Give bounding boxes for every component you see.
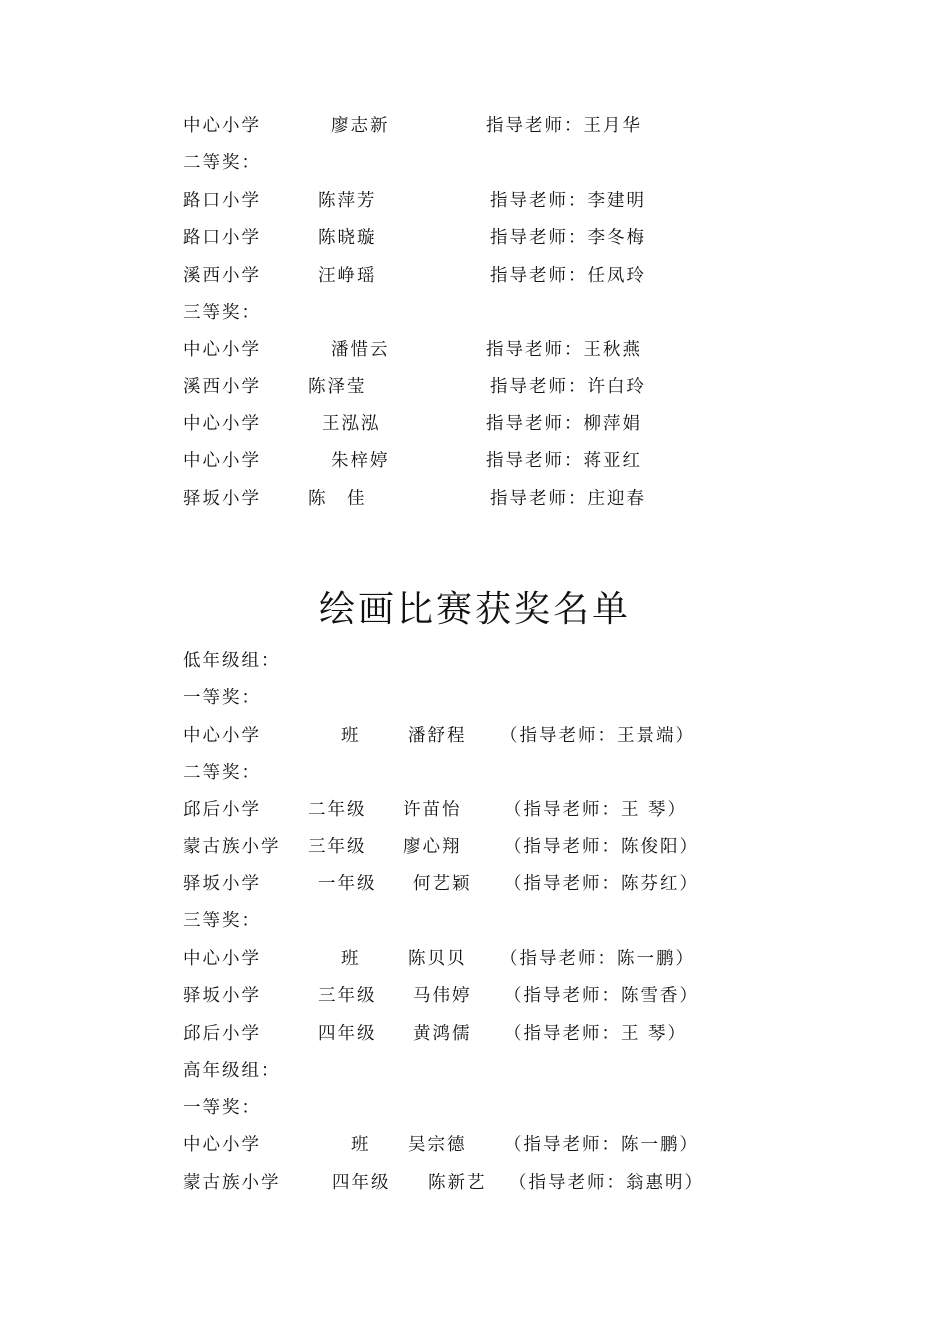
school-name: 中心小学: [183, 1135, 261, 1155]
teacher-name: 指导老师：李冬梅: [490, 228, 646, 248]
student-name: 陈贝贝: [408, 949, 467, 969]
student-name: 何艺颖: [413, 874, 472, 894]
school-name: 中心小学: [183, 340, 261, 360]
teacher-name: （指导老师：王景端）: [500, 726, 695, 746]
student-name: 吴宗德: [408, 1135, 467, 1155]
school-name: 邱后小学: [183, 1024, 261, 1044]
grade-class: 三年级: [308, 837, 367, 857]
student-name: 陈泽莹: [308, 377, 367, 397]
award-row: [0, 186, 950, 216]
school-name: 邱后小学: [183, 800, 261, 820]
school-name: 路口小学: [183, 191, 261, 211]
grade-class: 四年级: [332, 1173, 391, 1193]
award-row: [0, 261, 950, 291]
award-level-header: [0, 683, 950, 713]
award-row: [0, 981, 950, 1011]
teacher-name: （指导老师：陈一鹏）: [500, 949, 695, 969]
award-level-header: [0, 298, 950, 328]
school-name: 中心小学: [183, 451, 261, 471]
teacher-name: 指导老师：李建明: [490, 191, 646, 211]
award-row: [0, 1130, 950, 1160]
student-name: 陈新艺: [428, 1173, 487, 1193]
student-name: 陈萍芳: [318, 191, 377, 211]
student-name: 汪峥瑶: [318, 266, 377, 286]
student-name: 许苗怡: [403, 800, 462, 820]
school-name: 中心小学: [183, 116, 261, 136]
award-row: [0, 1019, 950, 1049]
award-level-label: 三等奖：: [183, 303, 261, 323]
award-row: [0, 1168, 950, 1198]
grade-class: 一年级: [318, 874, 377, 894]
student-name: 廖心翔: [403, 837, 462, 857]
document-title: 绘画比赛获奖名单: [318, 589, 631, 630]
grade-class: 三年级: [318, 986, 377, 1006]
award-row: [0, 409, 950, 439]
school-name: 溪西小学: [183, 377, 261, 397]
teacher-name: （指导老师：陈一鹏）: [504, 1135, 699, 1155]
student-name: 廖志新: [331, 116, 390, 136]
award-row: [0, 335, 950, 365]
award-row: [0, 832, 950, 862]
teacher-name: 指导老师：任凤玲: [490, 266, 646, 286]
award-level-header: [0, 1093, 950, 1123]
teacher-name: 指导老师：柳萍娟: [486, 414, 642, 434]
award-level-label: 二等奖：: [183, 763, 261, 783]
teacher-name: 指导老师：王秋燕: [486, 340, 642, 360]
school-name: 蒙古族小学: [183, 1173, 281, 1193]
award-row: [0, 721, 950, 751]
award-level-label: 一等奖：: [183, 688, 261, 708]
teacher-name: 指导老师：许白玲: [490, 377, 646, 397]
group-header: [0, 646, 950, 676]
school-name: 蒙古族小学: [183, 837, 281, 857]
award-row: [0, 372, 950, 402]
student-name: 黄鸿儒: [413, 1024, 472, 1044]
student-name: 朱梓婷: [331, 451, 390, 471]
award-row: [0, 795, 950, 825]
student-name: 王泓泓: [322, 414, 381, 434]
award-row: [0, 869, 950, 899]
grade-class: 班: [341, 726, 361, 746]
group-label: 低年级组：: [183, 651, 281, 671]
teacher-name: （指导老师：陈雪香）: [504, 986, 699, 1006]
school-name: 路口小学: [183, 228, 261, 248]
grade-class: 四年级: [318, 1024, 377, 1044]
teacher-name: （指导老师：王 琴）: [504, 800, 688, 820]
student-name: 陈晓璇: [318, 228, 377, 248]
teacher-name: （指导老师：陈芬红）: [504, 874, 699, 894]
teacher-name: 指导老师：庄迎春: [490, 489, 646, 509]
school-name: 中心小学: [183, 726, 261, 746]
teacher-name: （指导老师：翁惠明）: [509, 1173, 704, 1193]
school-name: 中心小学: [183, 414, 261, 434]
award-level-header: [0, 148, 950, 178]
award-row: [0, 111, 950, 141]
award-level-header: [0, 906, 950, 936]
school-name: 溪西小学: [183, 266, 261, 286]
award-row: [0, 446, 950, 476]
grade-class: 班: [341, 949, 361, 969]
grade-class: 二年级: [308, 800, 367, 820]
group-header: [0, 1056, 950, 1086]
award-row: [0, 944, 950, 974]
award-row: [0, 223, 950, 253]
student-name: 陈 佳: [308, 489, 367, 509]
school-name: 驿坂小学: [183, 489, 261, 509]
school-name: 驿坂小学: [183, 986, 261, 1006]
student-name: 马伟婷: [413, 986, 472, 1006]
group-label: 高年级组：: [183, 1061, 281, 1081]
teacher-name: （指导老师：王 琴）: [504, 1024, 688, 1044]
award-level-label: 三等奖：: [183, 911, 261, 931]
school-name: 驿坂小学: [183, 874, 261, 894]
teacher-name: 指导老师：蒋亚红: [486, 451, 642, 471]
teacher-name: （指导老师：陈俊阳）: [504, 837, 699, 857]
student-name: 潘舒程: [408, 726, 467, 746]
grade-class: 班: [351, 1135, 371, 1155]
award-level-header: [0, 758, 950, 788]
award-level-label: 二等奖：: [183, 153, 261, 173]
award-level-label: 一等奖：: [183, 1098, 261, 1118]
school-name: 中心小学: [183, 949, 261, 969]
student-name: 潘惜云: [331, 340, 390, 360]
award-row: [0, 484, 950, 514]
teacher-name: 指导老师：王月华: [486, 116, 642, 136]
